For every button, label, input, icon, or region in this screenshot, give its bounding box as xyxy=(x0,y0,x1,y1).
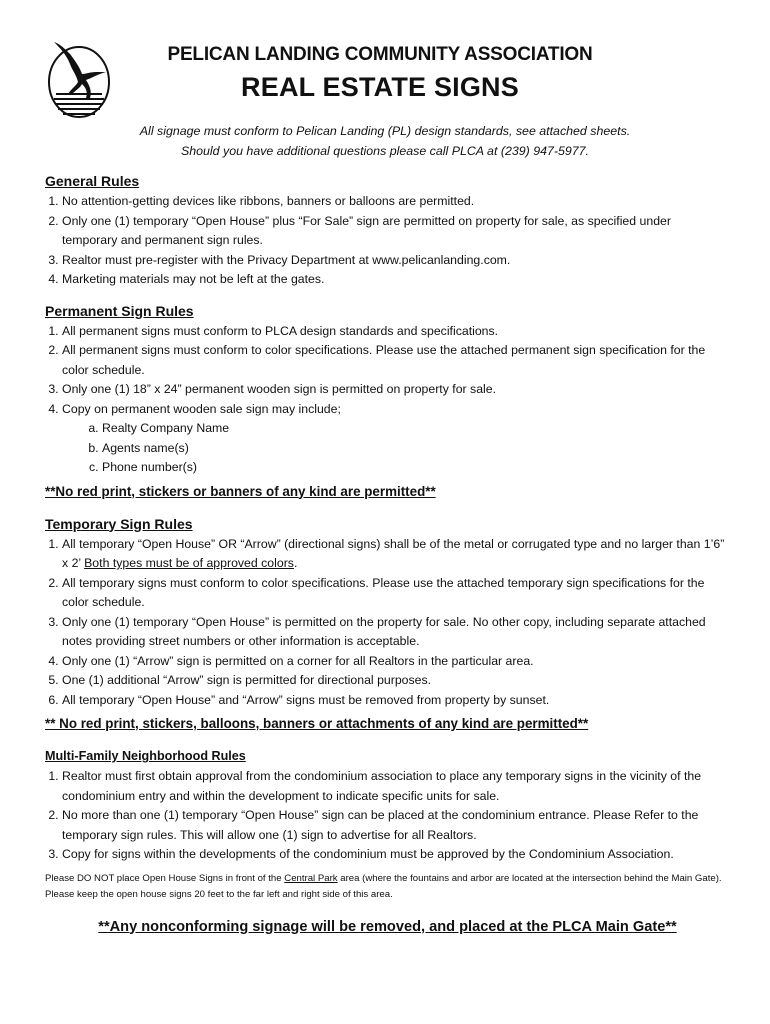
list-item: 4. Only one (1) “Arrow” sign is permitted on a corner for all Realtors in the particular area. xyxy=(62,652,725,672)
temporary-rules-list xyxy=(45,535,725,711)
page-title: REAL ESTATE SIGNS xyxy=(241,72,519,102)
note-text: Please DO NOT place Open House Signs in front of the xyxy=(45,872,285,884)
list-item: 2. All temporary signs must conform to color specifications. Please use the attached temporary sign specifications for the color schedule. xyxy=(62,574,725,613)
permanent-warning: **No red print, stickers or banners of any kind are permitted** xyxy=(45,483,436,499)
intro-line-2: Should you have additional questions please call PLCA at (239) 947-5977. xyxy=(180,144,590,158)
intro-text xyxy=(60,121,710,161)
permanent-rules-section xyxy=(45,302,725,501)
sign-copy-sublist xyxy=(62,419,725,478)
list-item: 1. Realtor must first obtain approval from the condominium association to place any temporary signs in the vicinity of the condominium entry and within the development to indicate specific units for sale. xyxy=(62,767,725,806)
temporary-warning: ** No red print, stickers, balloons, banners or attachments of any kind are permitted** xyxy=(45,716,589,731)
intro-line-1: All signage must conform to Pelican Landing (PL) design standards, see attached sheets. xyxy=(139,124,631,138)
temporary-rules-section xyxy=(45,515,725,734)
multifamily-rules-list xyxy=(45,767,725,865)
org-name: PELICAN LANDING COMMUNITY ASSOCIATION xyxy=(167,44,593,65)
multifamily-rules-section xyxy=(45,747,725,865)
final-warning: **Any nonconforming signage will be removed, and placed at the PLCA Main Gate** xyxy=(98,918,677,935)
approved-colors-text: Both types must be of approved colors xyxy=(84,556,294,570)
list-item: 2. Only one (1) temporary “Open House” plus “For Sale” sign are permitted on property for sale, as specified under temporary and permanent sign rules. xyxy=(62,212,725,251)
list-item xyxy=(62,535,725,574)
list-item xyxy=(62,400,725,478)
sublist-item: a. Realty Company Name xyxy=(102,419,725,439)
list-item: 3. Copy for signs within the developments of the condominium must be approved by the Condominium Association. xyxy=(62,845,725,865)
multifamily-rules-heading: Multi-Family Neighborhood Rules xyxy=(45,749,246,763)
sublist-item: b. Agents name(s) xyxy=(102,439,725,459)
rules-content xyxy=(45,172,725,937)
list-item: 2. All permanent signs must conform to color specifications. Please use the attached permanent sign specification for the color schedule. xyxy=(62,341,725,380)
sublist-item: c. Phone number(s) xyxy=(102,458,725,478)
list-item: 5. One (1) additional “Arrow” sign is permitted for directional purposes. xyxy=(62,671,725,691)
list-item: 3. Only one (1) temporary “Open House” is permitted on the property for sale. No other copy, including separate attached notes providing street numbers or other information is acceptable. xyxy=(62,613,725,652)
list-item-period: . xyxy=(293,556,298,570)
permanent-rules-heading: Permanent Sign Rules xyxy=(45,302,194,319)
general-rules-section xyxy=(45,172,725,290)
list-item-text: Copy on permanent wooden sale sign may include; xyxy=(62,401,341,416)
list-item: 3. Only one (1) 18” x 24” permanent wooden sign is permitted on property for sale. xyxy=(62,380,725,400)
pelican-logo-icon xyxy=(46,38,112,120)
central-park-note xyxy=(45,871,725,903)
general-rules-heading: General Rules xyxy=(45,173,140,189)
list-item: 4. Marketing materials may not be left at the gates. xyxy=(62,270,725,290)
permanent-rules-list xyxy=(45,322,725,478)
central-park-text: Central Park xyxy=(284,872,338,884)
general-rules-list xyxy=(45,192,725,290)
list-item: 1. No attention-getting devices like ribbons, banners or balloons are permitted. xyxy=(62,192,725,212)
list-item: 1. All permanent signs must conform to PLCA design standards and specifications. xyxy=(62,322,725,342)
list-item: 6. All temporary “Open House” and “Arrow” signs must be removed from property by sunset. xyxy=(62,691,725,711)
list-item: 3. Realtor must pre-register with the Privacy Department at www.pelicanlanding.com. xyxy=(62,251,725,271)
list-item: 2. No more than one (1) temporary “Open House” sign can be placed at the condominium entrance. Please Refer to the temporary sign rules. This will allow one (1) sign to advertise for all Realtors. xyxy=(62,806,725,845)
list-item-text: All temporary “Open House” OR “Arrow” (directional signs) shall be of the metal or corrugated type and no larger than 1’6” x 2’ xyxy=(62,536,725,570)
temporary-rules-heading: Temporary Sign Rules xyxy=(45,515,193,532)
note-text-end: area (where the fountains and arbor are located at the intersection behind the Main Gate). Please keep the open house signs 20 feet to the far left and right side of this area. xyxy=(45,872,722,900)
